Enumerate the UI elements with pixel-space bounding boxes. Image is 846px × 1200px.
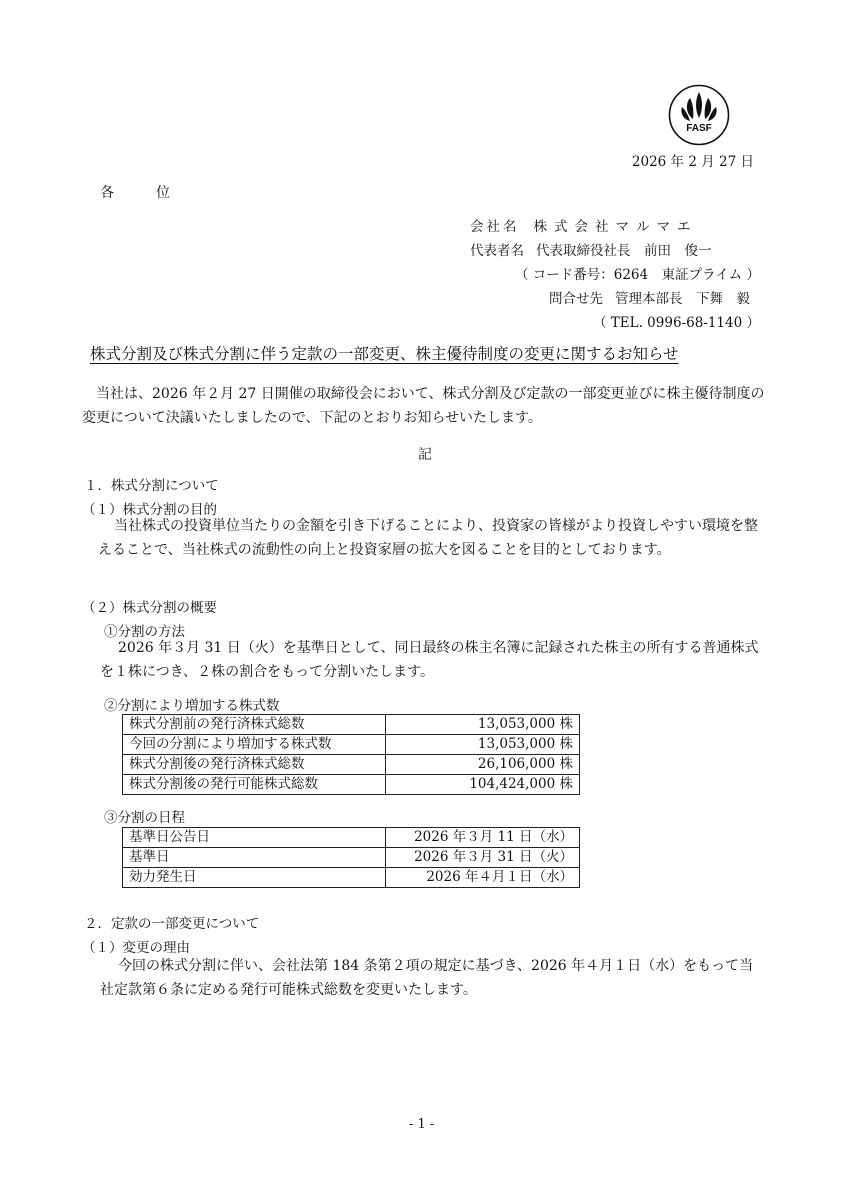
- table-row: [123, 775, 580, 795]
- table-cell-value: 2026 年３月 31 日（火）: [386, 848, 580, 868]
- table-cell-label: 今回の分割により増加する株式数: [123, 735, 386, 755]
- addressee: 各 位: [100, 185, 184, 201]
- purpose-paragraph: 当社株式の投資単位当たりの金額を引き下げることにより、投資家の皆様がより投資しやすい環境を整えることで、当社株式の流動性の向上と投資家層の拡大を図ることを目的としております。: [98, 518, 758, 558]
- increase-heading: ②分割により増加する株式数: [104, 698, 280, 714]
- stock-code: （ コード番号：6264 東証プライム ）: [514, 267, 760, 283]
- fasf-logo: [668, 84, 730, 146]
- table-cell-label: 基準日: [123, 848, 386, 868]
- representative: 代表取締役社長 前田 俊一: [536, 243, 712, 259]
- section1-heading: １．株式分割について: [84, 478, 219, 494]
- table-cell-value: 26,106,000 株: [386, 755, 580, 775]
- section2-heading: ２．定款の一部変更について: [84, 916, 260, 932]
- table-cell-value: 13,053,000 株: [386, 735, 580, 755]
- table-cell-value: 2026 年３月 11 日（水）: [386, 828, 580, 848]
- table-cell-value: 104,424,000 株: [386, 775, 580, 795]
- table-cell-value: 13,053,000 株: [386, 715, 580, 735]
- logo-text: FASF: [686, 123, 712, 134]
- contact: 管理本部長 下舞 毅: [615, 291, 750, 307]
- telephone: （ TEL. 0996-68-1140 ）: [592, 315, 760, 331]
- section1-sub2-heading: （２）株式分割の概要: [82, 600, 217, 616]
- page-title: 株式分割及び株式分割に伴う定款の一部変更、株主優待制度の変更に関するお知らせ: [90, 345, 679, 363]
- increase-table: [122, 714, 580, 795]
- table-row: [123, 755, 580, 775]
- company-name-row: [470, 215, 760, 239]
- table-cell-label: 株式分割前の発行済株式総数: [123, 715, 386, 735]
- table-row: [123, 828, 580, 848]
- document-date: 2026 年 2 月 27 日: [631, 154, 754, 170]
- contact-label: 問合せ先: [549, 291, 603, 307]
- contact-row: [470, 287, 760, 311]
- company-name: 株式会社マルマエ: [533, 219, 698, 235]
- schedule-heading: ③分割の日程: [104, 810, 185, 826]
- table-cell-value: 2026 年４月１日（水）: [386, 868, 580, 888]
- section2-sub1-heading: （１）変更の理由: [82, 940, 190, 956]
- representative-label: 代表者名: [470, 243, 524, 259]
- table-cell-label: 基準日公告日: [123, 828, 386, 848]
- reason-paragraph: 今回の株式分割に伴い、会社法第 184 条第２項の規定に基づき、2026 年４月１日（水）をもって当社定款第６条に定める発行可能株式総数を変更いたします。: [100, 958, 754, 998]
- company-name-label: 会社名: [470, 219, 520, 235]
- company-info: [470, 215, 760, 335]
- method-heading: ①分割の方法: [104, 624, 185, 640]
- method-paragraph: 2026 年３月 31 日（火）を基準日として、同日最終の株主名簿に記録された株主の所有する普通株式を１株につき、２株の割合をもって分割いたします。: [100, 640, 759, 680]
- table-row: [123, 868, 580, 888]
- representative-row: [470, 239, 760, 263]
- table-row: [123, 715, 580, 735]
- ki-heading: 記: [418, 447, 432, 463]
- section1-sub1-heading: （１）株式分割の目的: [82, 502, 217, 518]
- table-cell-label: 効力発生日: [123, 868, 386, 888]
- table-row: [123, 735, 580, 755]
- page-number: - 1 -: [409, 1117, 435, 1132]
- schedule-table: [122, 827, 580, 888]
- table-row: [123, 848, 580, 868]
- table-cell-label: 株式分割後の発行可能株式総数: [123, 775, 386, 795]
- table-cell-label: 株式分割後の発行済株式総数: [123, 755, 386, 775]
- intro-paragraph: 当社は、2026 年２月 27 日開催の取締役会において、株式分割及び定款の一部変更並びに株主優待制度の変更について決議いたしましたので、下記のとおりお知らせいたします。: [82, 386, 765, 426]
